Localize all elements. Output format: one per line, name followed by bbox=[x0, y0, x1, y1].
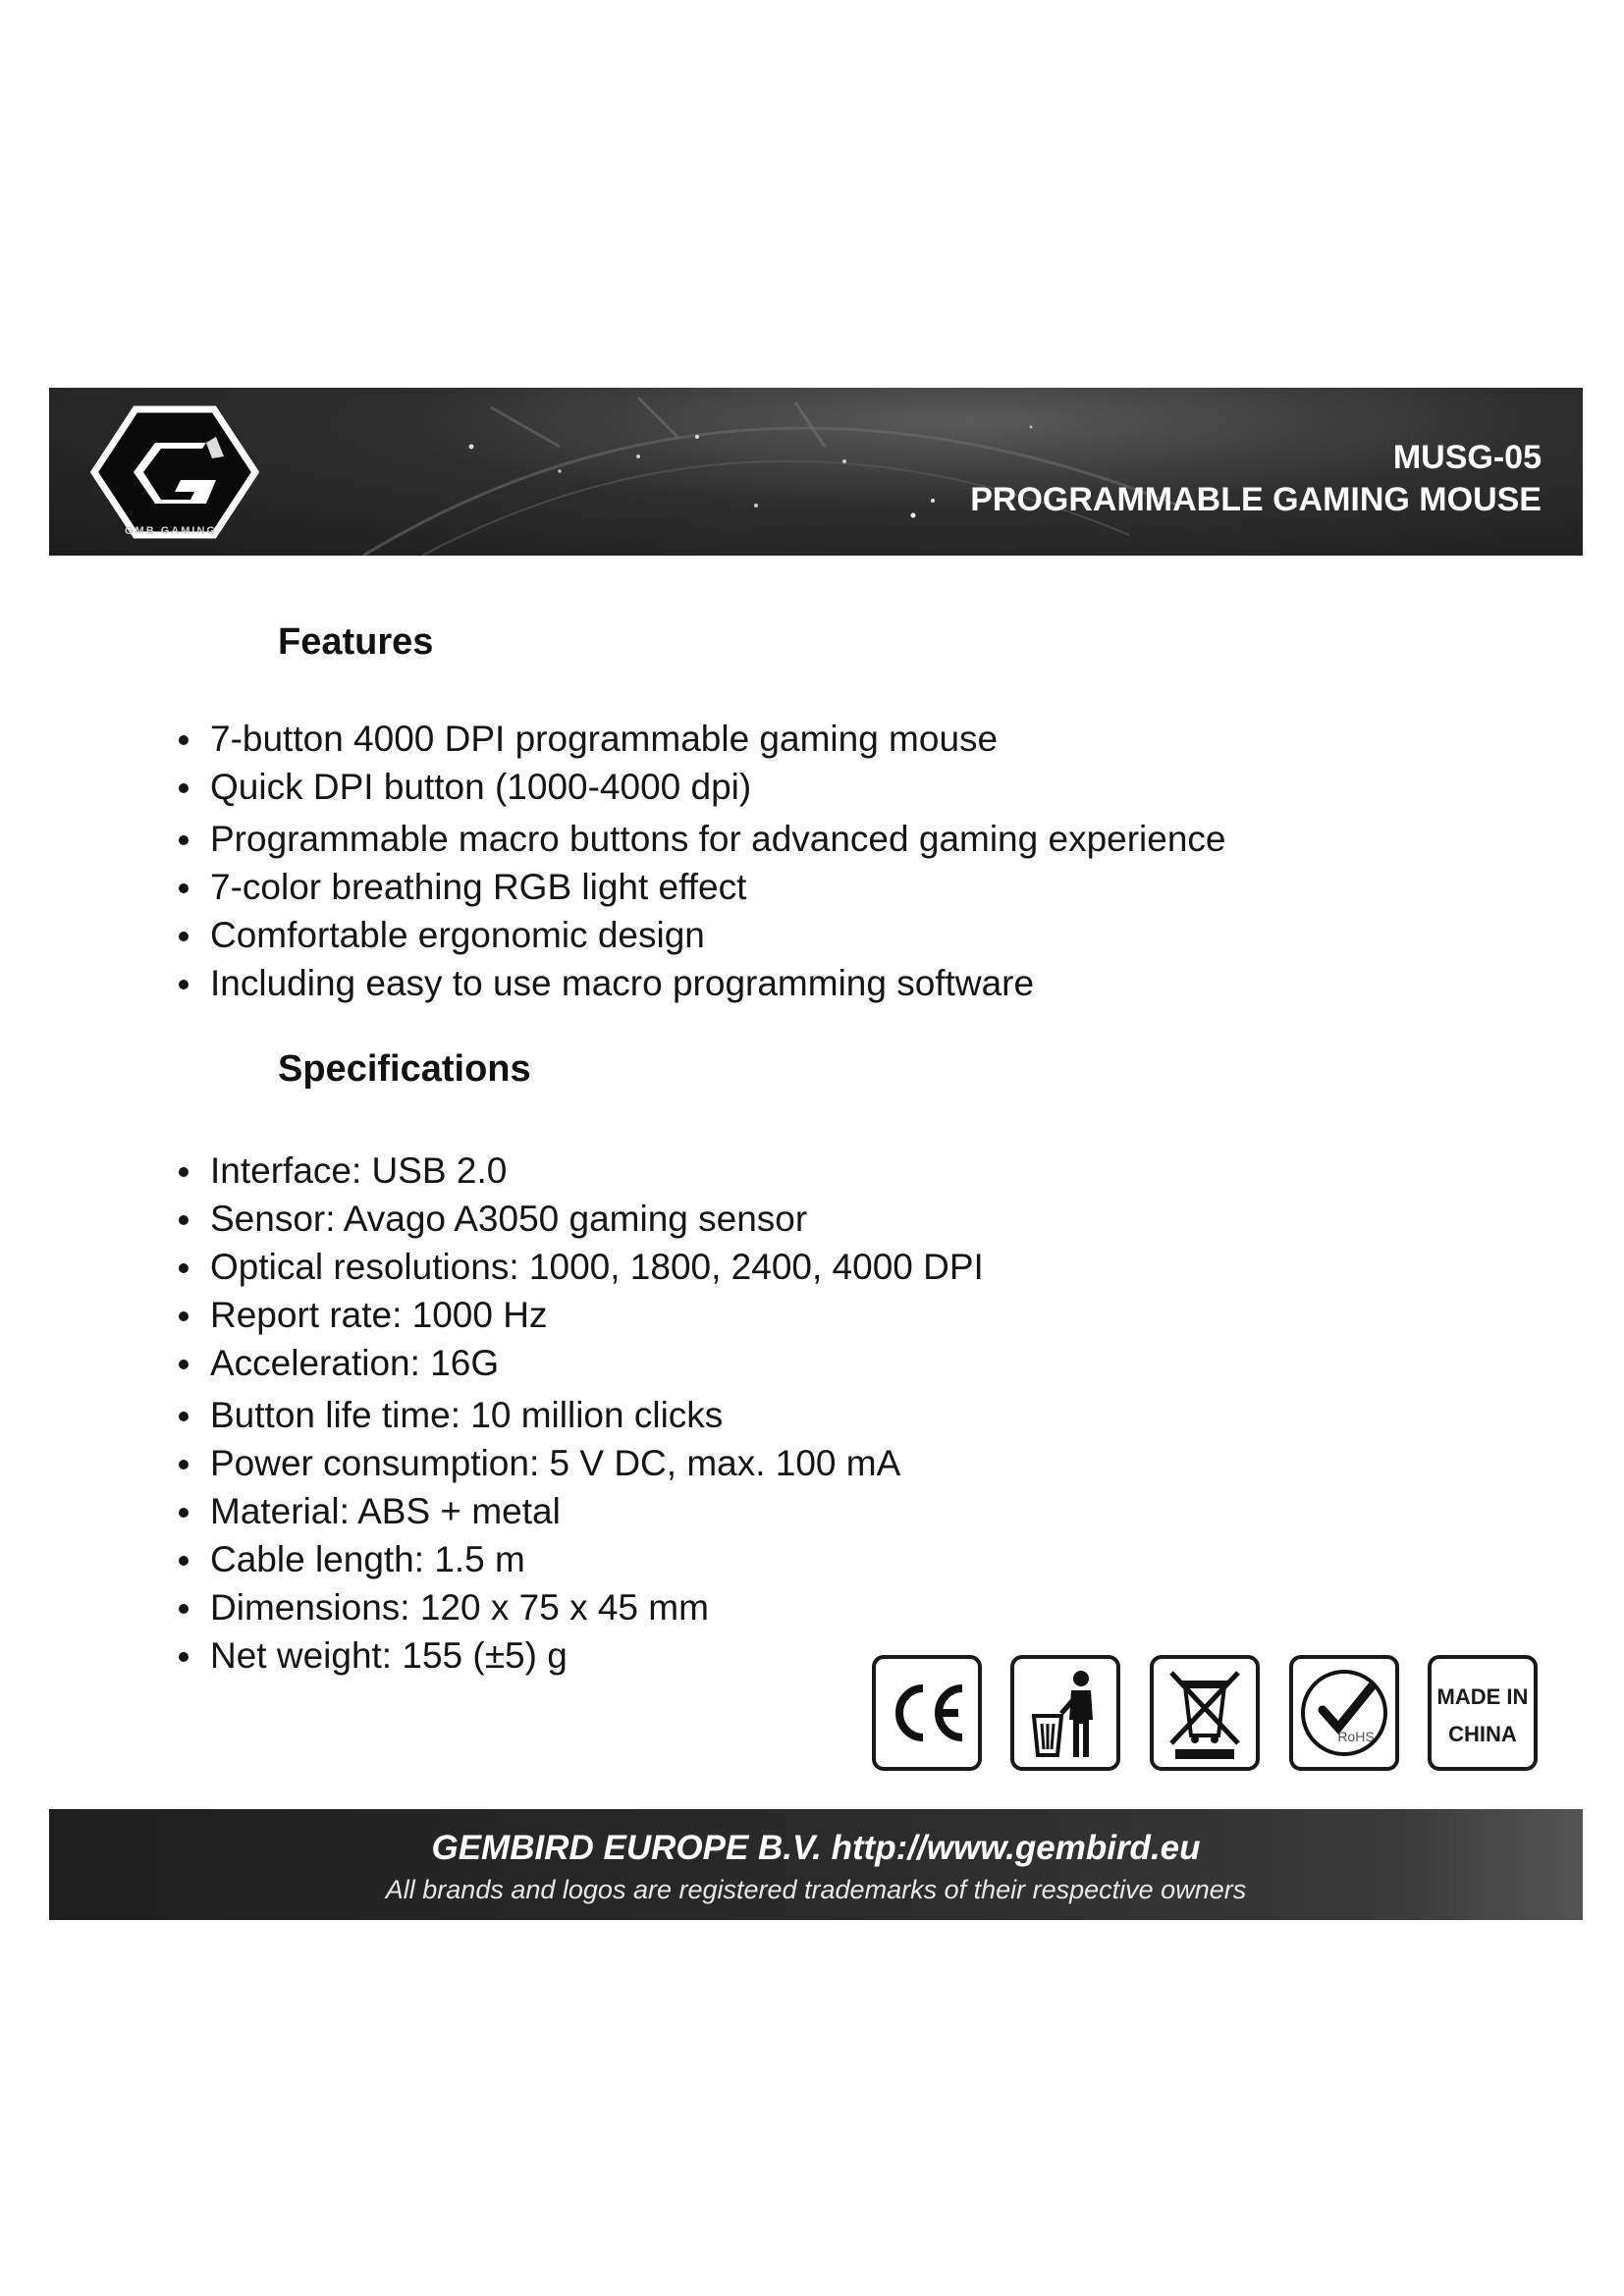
made-in-china-badge bbox=[1428, 1655, 1538, 1771]
certification-icons bbox=[872, 1655, 1551, 1777]
list-item: Power consumption: 5 V DC, max. 100 mA bbox=[167, 1439, 984, 1487]
rohs-label: RoHS bbox=[1337, 1729, 1375, 1744]
ce-mark-icon bbox=[872, 1655, 982, 1771]
list-item: Material: ABS + metal bbox=[167, 1487, 984, 1535]
features-list bbox=[167, 715, 1226, 1007]
specifications-title: Specifications bbox=[278, 1048, 531, 1090]
list-item: Button life time: 10 million clicks bbox=[167, 1391, 984, 1439]
list-item: Comfortable ergonomic design bbox=[167, 911, 1226, 959]
list-item: Report rate: 1000 Hz bbox=[167, 1291, 984, 1339]
list-item: Net weight: 155 (±5) g bbox=[167, 1631, 984, 1680]
tidy-man-icon bbox=[1010, 1655, 1120, 1771]
list-item: Optical resolutions: 1000, 1800, 2400, 4000 DPI bbox=[167, 1243, 984, 1291]
logo-text: GMB GAMING bbox=[125, 525, 217, 537]
made-in-line2: CHINA bbox=[1448, 1722, 1517, 1746]
list-item: Interface: USB 2.0 bbox=[167, 1147, 984, 1195]
weee-crossed-bin-icon bbox=[1150, 1655, 1260, 1771]
list-item: Programmable macro buttons for advanced gaming experience bbox=[167, 815, 1226, 863]
list-item: Dimensions: 120 x 75 x 45 mm bbox=[167, 1583, 984, 1631]
footer-banner bbox=[49, 1809, 1583, 1920]
list-item: Including easy to use macro programming software bbox=[167, 959, 1226, 1007]
footer-trademark-notice: All brands and logos are registered trademarks of their respective owners bbox=[385, 1875, 1247, 1904]
rohs-icon bbox=[1289, 1655, 1399, 1771]
made-in-line1: MADE IN bbox=[1436, 1684, 1529, 1709]
decorative-arcs bbox=[49, 388, 1583, 556]
list-item: Sensor: Avago A3050 gaming sensor bbox=[167, 1195, 984, 1243]
specifications-list bbox=[167, 1147, 984, 1680]
list-item: 7-button 4000 DPI programmable gaming mouse bbox=[167, 715, 1226, 763]
list-item: Cable length: 1.5 m bbox=[167, 1535, 984, 1583]
model-code: MUSG-05 bbox=[1392, 439, 1542, 476]
list-item: Acceleration: 16G bbox=[167, 1339, 984, 1387]
list-item: 7-color breathing RGB light effect bbox=[167, 863, 1226, 911]
footer-company: GEMBIRD EUROPE B.V. http://www.gembird.eu bbox=[431, 1829, 1201, 1867]
features-title: Features bbox=[278, 621, 434, 663]
product-name: PROGRAMMABLE GAMING MOUSE bbox=[970, 481, 1542, 518]
header-banner bbox=[49, 388, 1583, 556]
list-item: Quick DPI button (1000-4000 dpi) bbox=[167, 763, 1226, 811]
